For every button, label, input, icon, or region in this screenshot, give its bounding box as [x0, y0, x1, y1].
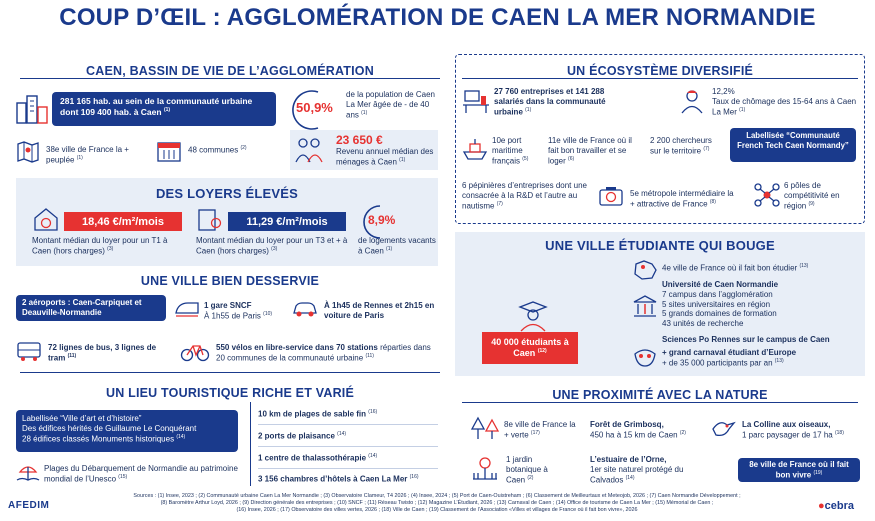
section-title-bassin: CAEN, BASSIN DE VIE DE L’AGGLOMÉRATION: [86, 64, 374, 78]
divider: [258, 468, 438, 469]
ports-text: 2 ports de plaisance $^{(14)}$: [258, 431, 347, 441]
art-histoire-box: Labellisée “Ville d’art et d’histoire” Des édifices hérités de Guillaume Le Conquérant 28 édifices classés Monuments historiques $^{(14)}$: [16, 410, 238, 452]
cebra-logo-mark: ●: [818, 500, 825, 512]
loyer-t3-value: 11,29 €/m²/mois: [228, 212, 346, 231]
sources-footnote: Sources : (1) Insee, 2023 ; (2) Communauté urbaine Caen La Mer Normandie ; (3) Observatoire Clameur, T4 2026 ; (4) Insee, 2024 ; (5) Port de Caen-Ouistreham ; (6) Classement de Meilleurtaux et Meteojob, 2026 ; (7) Caen Normandie Développement ; (8) Baromètre Arthur Loyd, 2026 ; (9) Direction générale des entreprises ; (10) SNCF ; (11) Réseau Twisto ; (12) Magazine L’Étudiant, 2026 ; (13) Carnaval de Caen ; (14) Office de tourisme de Caen La Mer ; (15) Mémorial de Caen ; (16) Insee, 2026 ; (17) Observatoire des villes vertes, 2026 ; (18) Ville de Caen ; (19) Classement de l’Association «Villes et villages de France où il fait bon vivre», 2026: [133, 493, 741, 514]
velos-text: 550 vélos en libre-service dans 70 stations réparties dans 20 communes de la communauté urbaine $^{(11)}$: [216, 343, 431, 363]
etudiants-box: 40 000 étudiants à Caen $^{(12)}$: [482, 332, 578, 364]
divider: [20, 372, 440, 373]
verte-text: 8e ville de France la + verte $^{(17)}$: [504, 420, 576, 440]
gare-text: 1 gare SNCF: [204, 301, 252, 310]
communes-text: 48 communes $^{(2)}$: [188, 145, 247, 155]
cebra-logo: ●cebra: [818, 500, 855, 512]
rang-text: 4e ville de France où il fait bon étudier $^{(13)}$: [662, 263, 809, 273]
university-icon: [632, 293, 658, 319]
trees-icon: [470, 415, 500, 441]
city-icon: [15, 93, 49, 125]
divider: [258, 446, 438, 447]
jardin-text: 1 jardin botanique à Caen $^{(2)}$: [506, 455, 548, 485]
chomage-text: 12,2% Taux de chômage des 15-64 ans à Caen La Mer $^{(1)}$: [712, 87, 857, 117]
worker-icon: [680, 88, 704, 114]
family-icon: [294, 136, 324, 164]
ville-rank-text: 38e ville de France la + peuplée $^{(1)}$: [46, 145, 129, 165]
bicycle-icon: [180, 339, 210, 363]
divider: [462, 402, 858, 403]
afedim-logo: AFEDIM: [8, 500, 50, 511]
ship-icon: [462, 138, 488, 162]
chercheurs-text: 2 200 chercheurs sur le territoire $^{(7)}$: [650, 136, 712, 156]
thalasso-text: 1 centre de thalassothérapie $^{(14)}$: [258, 453, 378, 463]
section-title-touristique: UN LIEU TOURISTIQUE RICHE ET VARIÉ: [105, 386, 355, 400]
page-title: COUP D’ŒIL : AGGLOMÉRATION DE CAEN LA MER NORMANDIE: [59, 4, 816, 31]
aeroports-box: 2 aéroports : Caen-Carpiquet et Deauville-Normandie: [16, 295, 166, 321]
sciencespo-text: Sciences Po Rennes sur le campus de Caen: [662, 335, 830, 344]
section-title-etudiante: UNE VILLE ÉTUDIANTE QUI BOUGE: [545, 238, 775, 253]
french-tech-badge: Labellisée “Communauté French Tech Caen Normandy”: [730, 128, 856, 162]
section-title-ecosysteme: UN ÉCOSYSTÈME DIVERSIFIÉ: [566, 64, 754, 78]
loyer-t1-text: Montant médian du loyer pour un T1 à Caen (hors charges) $^{(3)}$: [32, 236, 168, 256]
revenu-value: 23 650 €: [336, 133, 383, 147]
divider: [258, 424, 438, 425]
colline-text: La Colline aux oiseaux, 1 parc paysager de 17 ha $^{(18)}$: [742, 420, 844, 440]
pepinieres-text: 6 pépinières d’entreprises dont une consacrée à la R&D et l’autre au nautisme $^{(7)}$: [462, 181, 587, 211]
plages-sable: 10 km de plages de sable fin $^{(16)}$: [258, 409, 378, 419]
metropole-text: 5e métropole intermédiaire la + attractive de France $^{(8)}$: [630, 189, 734, 209]
universite-block: Université de Caen Normandie 7 campus dans l’agglomération 5 sites universitaires en région 5 grands domaines de formation 43 unités de recherche: [662, 280, 779, 328]
divider: [462, 78, 858, 79]
divider-vertical: [250, 402, 251, 486]
gare-sub: À 1h55 de Paris $^{(10)}$: [204, 311, 273, 321]
vacants-percent: 8,9%: [368, 213, 396, 227]
camera-icon: [598, 184, 624, 208]
building-euro-icon: [196, 206, 224, 232]
bus-icon: [16, 340, 42, 362]
young-percent: 50,9%: [296, 100, 333, 115]
section-title-nature: UNE PROXIMITÉ AVEC LA NATURE: [552, 388, 768, 402]
population-box: 281 165 hab. au sein de la communauté urbaine dont 109 400 hab. à Caen $^{(1)}$: [52, 92, 276, 126]
map-icon: [16, 140, 40, 164]
bus-text: 72 lignes de bus, 3 lignes de tram $^{(11)}$: [48, 343, 157, 363]
section-title-loyers: DES LOYERS ÉLEVÉS: [155, 186, 299, 201]
bird-icon: [710, 415, 736, 441]
entreprises-text: 27 760 entreprises et 141 288 salariés dans la communauté urbaine $^{(1)}$: [494, 87, 606, 117]
travailler-text: 11e ville de France où il fait bon travailler et se loger $^{(6)}$: [548, 136, 632, 166]
chambres-text: 3 156 chambres d’hôtels à Caen La Mer $^{(16)}$: [258, 474, 419, 484]
revenu-text: Revenu annuel médian des ménages à Caen $^{(1)}$: [336, 147, 434, 167]
rennes-text: À 1h45 de Rennes et 2h15 en voiture de Paris: [324, 301, 435, 320]
young-text: de la population de Caen La Mer âgée de - de 40 ans $^{(1)}$: [346, 90, 435, 120]
loyer-t3-text: Montant médian du loyer pour un T3 et + à Caen (hors charges) $^{(3)}$: [196, 236, 348, 256]
loyer-t1-value: 18,46 €/m²/mois: [64, 212, 182, 231]
divider: [20, 78, 440, 79]
section-title-desservie: UNE VILLE BIEN DESSERVIE: [140, 274, 320, 288]
train-icon: [174, 299, 200, 319]
network-icon: [754, 182, 780, 208]
france-map-icon: [632, 260, 658, 280]
student-icon: [516, 300, 550, 332]
party-mask-icon: [632, 344, 658, 370]
bon-vivre-badge: 8e ville de France où il fait bon vivre $^{(19)}$: [738, 458, 860, 482]
car-icon: [292, 299, 318, 319]
orne-text: L’estuaire de l’Orne, 1er site naturel protégé du Calvados $^{(14)}$: [590, 455, 684, 485]
town-hall-icon: [156, 139, 182, 163]
office-desk-icon: [462, 88, 490, 114]
house-euro-icon: [32, 206, 60, 232]
botanic-garden-icon: [470, 455, 500, 483]
plages-debarquement: Plages du Débarquement de Normandie au patrimoine mondial de l’Unesco $^{(15)}$: [44, 464, 238, 484]
grimbosq-text: Forêt de Grimbosq, 450 ha à 15 km de Caen $^{(2)}$: [590, 420, 686, 440]
poles-text: 6 pôles de compétitivité en région $^{(9)}$: [784, 181, 840, 211]
carnaval-text: + grand carnaval étudiant d’Europe + de 35 000 participants par an $^{(13)}$: [662, 348, 797, 368]
beach-icon: [16, 462, 40, 482]
vacants-text: de logements vacants à Caen $^{(1)}$: [358, 236, 436, 256]
port-text: 10e port maritime français $^{(5)}$: [492, 136, 529, 166]
